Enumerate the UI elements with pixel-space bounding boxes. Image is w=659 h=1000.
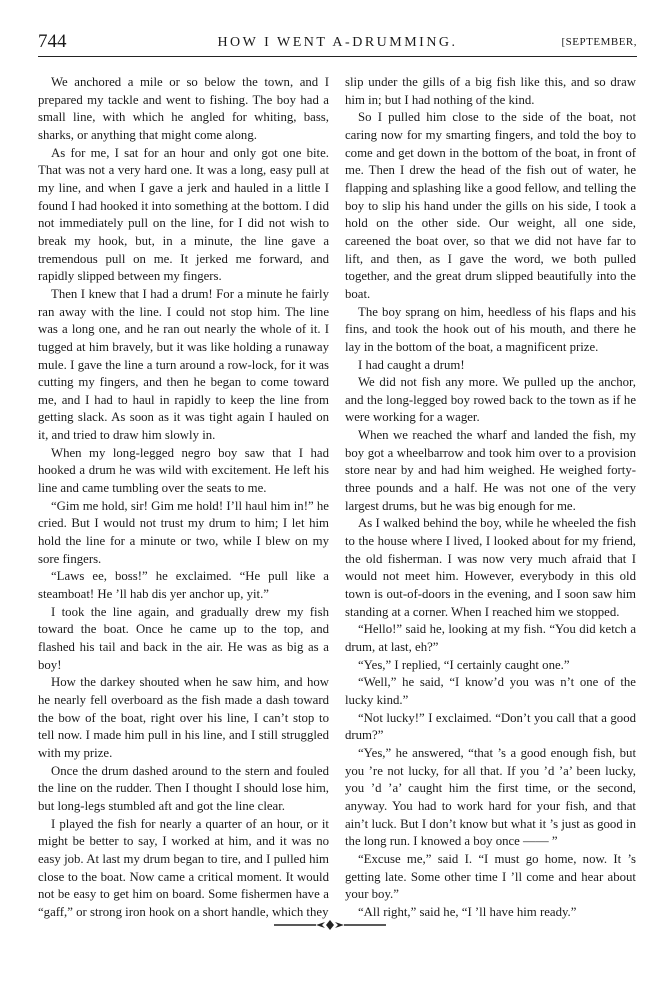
paragraph: “Yes,” he answered, “that ’s a good enough fish, but you ’re not lucky, for all that. If you ’d ’a’ been lucky, you ’d ’a’ caught him the first time, or the second, anyway. You had to work hard for your fish, and that ain’t luck. But I don’t know but what it ’s just as good in the long run. I knowed a boy once —— ” bbox=[345, 745, 636, 849]
paragraph: The boy sprang on him, heedless of his flaps and his fins, and took the hook out of his mouth, and there he lay in the bottom of the boat, a magnificent prize. bbox=[345, 304, 636, 354]
paragraph: How the darkey shouted when he saw him, and how he nearly fell overboard as the fish made a dash toward the bow of the boat, right over his line, I can’t stop to tell now. I made him pull in his line, and I still struggled with my prize. bbox=[38, 675, 329, 760]
running-header bbox=[38, 30, 637, 57]
paragraph: We anchored a mile or so below the town, and I prepared my tackle and went to fishing. The boy had a small line, with which he angled for whiting, bass, sharks, or anything that might come along. bbox=[38, 75, 329, 142]
paragraph: I took the line again, and gradually drew my fish toward the boat. Once he came up to the top, and flashed his tail and back in the air. He was as big as a boy! bbox=[38, 604, 329, 672]
right-column bbox=[345, 74, 636, 922]
paragraph: I had caught a drum! bbox=[358, 357, 465, 372]
paragraph: When we reached the wharf and landed the fish, my boy got a wheelbarrow and took him over to a provision store near by and had him weighed. He weighed forty-three pounds and a half. He was not one of the very largest drums, but he was big enough for me. bbox=[345, 428, 636, 513]
paragraph: Once the drum dashed around to the stern and fouled the line on the rudder. Then I thought I should lose him, but long-legs stumbled aft and got the line clear. bbox=[38, 763, 329, 813]
paragraph: Then I knew that I had a drum! For a minute he fairly ran away with the line. I could not stop him. The line was a long one, and he ran out nearly the whole of it. I tugged at him bravely, but it was like holding a runaway mule. I gave the line a turn around a row-lock, for it was cutting my fingers, and then he began to come toward me, and I had to haul in rapidly to keep the line from getting slack. As soon as it was tight again I hauled on it, and tried to draw him slowly in. bbox=[38, 286, 329, 443]
paragraph: As for me, I sat for an hour and only got one bite. That was not a very hard one. It was a long, easy pull at my line, and when I gave a jerk and hauled in a little I found I had hooked it into something at the bottom. I did not immediately pull on the line, for I did not wish to break my hook, but, in a minute, the line gave a tremendous pull on me. It jerked me forward, and rapidly slipped between my fingers. bbox=[38, 145, 329, 284]
paragraph: “Well,” he said, “I know’d you was n’t one of the lucky kind.” bbox=[345, 675, 636, 707]
paragraph-continuation: slip under the gills of a big fish like this, and so draw him in; but I had nothing of the kind. bbox=[345, 75, 636, 107]
paragraph: “Excuse me,” said I. “I must go home, now. It ’s getting late. Some other time I ’ll come and hear about your boy.” bbox=[345, 851, 636, 902]
paragraph: “Not lucky!” I exclaimed. “Don’t you call that a good drum?” bbox=[345, 710, 636, 743]
page-number: 744 bbox=[38, 31, 67, 52]
end-ornament-icon bbox=[272, 918, 388, 932]
running-month: [SEPTEMBER, bbox=[561, 36, 637, 48]
paragraph: When my long-legged negro boy saw that I had hooked a drum he was wild with excitement. He left his line and came tumbling over the seats to me. bbox=[38, 445, 329, 496]
paragraph: As I walked behind the boy, while he wheeled the fish to the house where I lived, I looked about for my friend, the old fisherman. I was now very much afraid that I would not meet him. However, everybody in this old town is out-of-doors in the evening, and I soon saw him standing at a corner. When I reached him we stopped. bbox=[345, 516, 636, 619]
paragraph: “Hello!” said he, looking at my fish. “You did ketch a drum, at last, eh?” bbox=[345, 622, 636, 654]
running-title: HOW I WENT A-DRUMMING. bbox=[217, 35, 458, 50]
paragraph: I played the fish for nearly a quarter of an hour, or it might be better to say, I worked at him, and it was no easy job. At last my drum began to tire, and I pulled him close to the boat. Now came a critical moment. It would not be easy to get him on board. Some fishermen have a “gaff,” or strong iron hook on a short handle, which they bbox=[38, 816, 329, 919]
paragraph: We did not fish any more. We pulled up the anchor, and the long-legged boy rowed back to the town as if he were working for a wager. bbox=[345, 375, 636, 425]
left-column bbox=[38, 74, 329, 922]
paragraph: “Laws ee, boss!” he exclaimed. “He pull like a steamboat! He ’ll hab dis yer anchor up, yit.” bbox=[38, 569, 329, 602]
paragraph: “Yes,” I replied, “I certainly caught one.” bbox=[358, 657, 570, 672]
paragraph: “All right,” said he, “I ’ll have him ready.” bbox=[358, 904, 577, 919]
paragraph: So I pulled him close to the side of the boat, not caring now for my smarting fingers, and told the boy to come and get down in the bottom of the boat, in front of me. Then I drew the head of the fish out of water, he flapping and splashing like a good fellow, and telling the boy to slip his hand under the gills on his side, I took a hold on the other side. Our weight, all one side, careened the boat over, so that we did not have far to lift, and then, as I gave the word, we both pulled together, and the great drum slipped beautifully into the boat. bbox=[345, 110, 636, 301]
paragraph: “Gim me hold, sir! Gim me hold! I’ll haul him in!” he cried. But I would not trust my drum to him; I let him hold the line for a minute or two, while I blew on my sore fingers. bbox=[38, 498, 329, 566]
